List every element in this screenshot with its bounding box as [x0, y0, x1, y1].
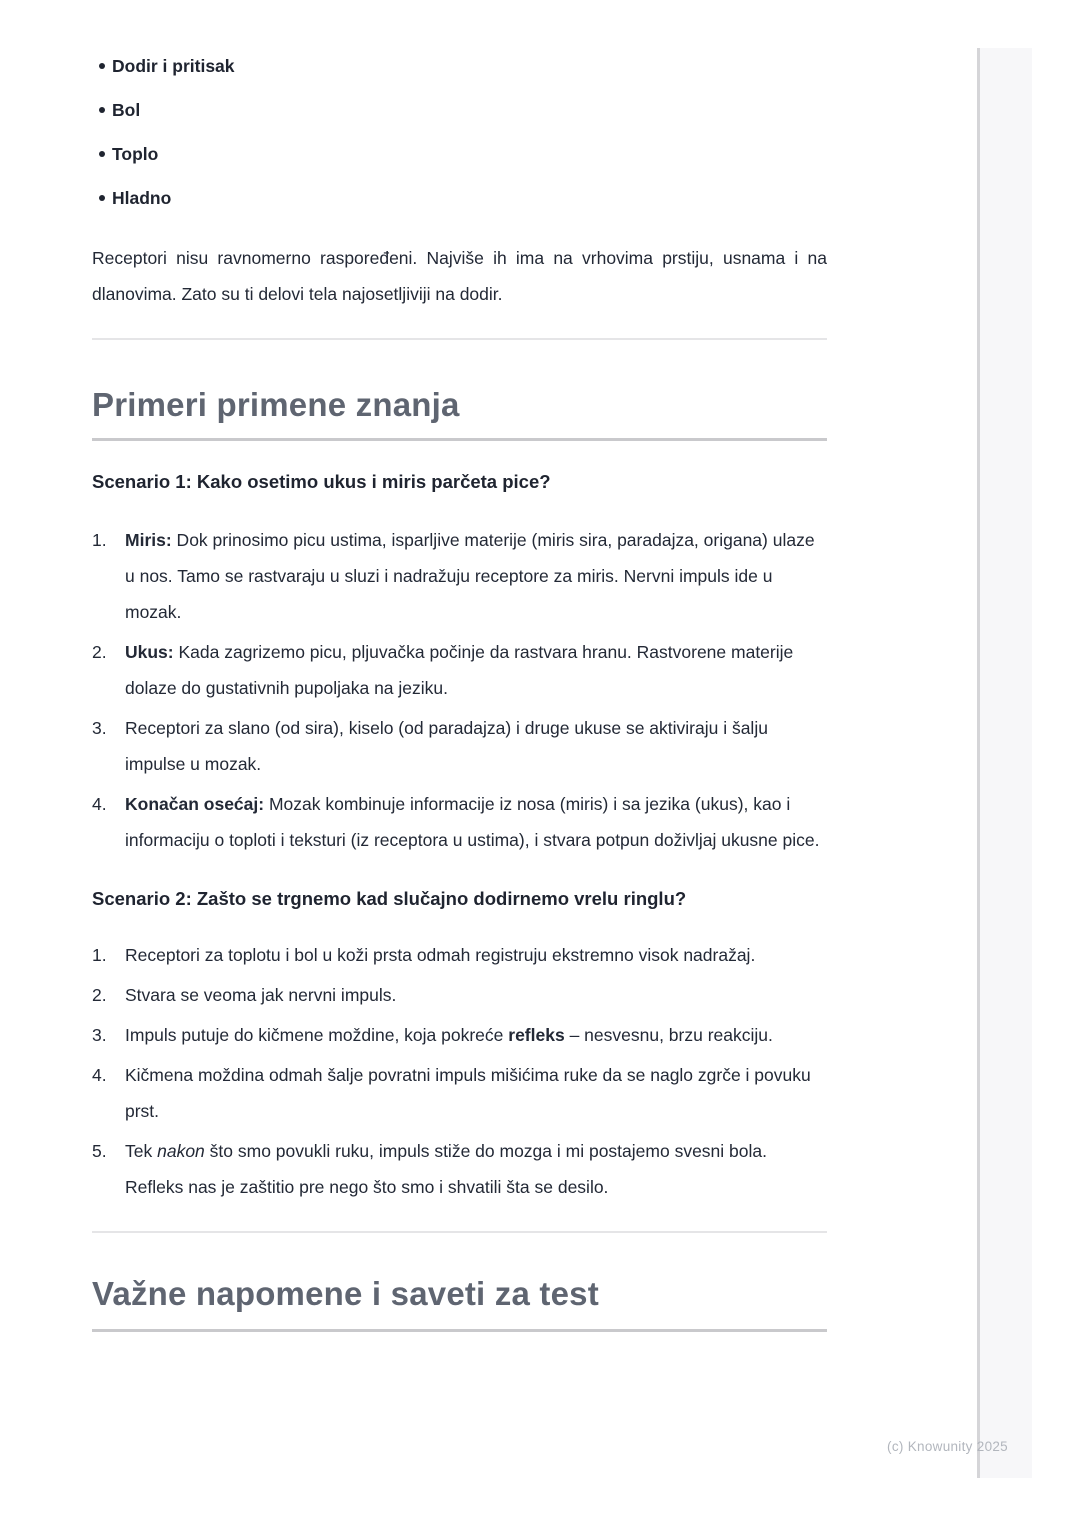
- document-page: [92, 0, 827, 1332]
- text-segment: Miris:: [125, 530, 172, 550]
- text-segment: Kičmena moždina odmah šalje povratni impuls mišićima ruke da se naglo zgrče i povuku prst.: [125, 1065, 811, 1121]
- text-segment: refleks: [508, 1025, 565, 1045]
- list-item: [92, 710, 827, 782]
- copyright-watermark: (c) Knowunity 2025: [887, 1439, 1008, 1454]
- text-segment: Dodir i pritisak: [112, 56, 235, 76]
- text-segment: nakon: [157, 1141, 205, 1161]
- list-item: [92, 140, 827, 168]
- list-item: [92, 522, 827, 630]
- text-segment: Tek: [125, 1141, 158, 1161]
- text-segment: Impuls putuje do kičmene moždine, koja pokreće: [125, 1025, 509, 1045]
- text-segment: Kada zagrizemo picu, pljuvačka počinje da rastvara hranu. Rastvorene materije dolaze do gustativnih pupoljaka na jeziku.: [125, 642, 794, 698]
- list-item: [92, 1017, 827, 1053]
- text-segment: Receptori za toplotu i bol u koži prsta odmah registruju ekstremno visok nadražaj.: [125, 945, 756, 965]
- scenario-1-heading: Scenario 1: Kako osetimo ukus i miris parčeta pice?: [92, 471, 551, 492]
- text-segment: Mozak kombinuje informacije iz nosa (miris) i sa jezika (ukus), kao i informaciju o toploti i teksturi (iz receptora u ustima), i stvara potpun doživljaj ukusne pice.: [125, 794, 820, 850]
- list-item: [92, 52, 827, 80]
- list-item: [92, 634, 827, 706]
- text-segment: Dok prinosimo picu ustima, isparljive materije (miris sira, paradajza, origana) ulaze u nos. Tamo se rastvaraju u sluzi i nadražuju receptore za miris. Nervni impuls ide u mozak.: [125, 530, 815, 622]
- text-segment: Receptori za slano (od sira), kiselo (od paradajza) i druge ukuse se aktiviraju i šalju impulse u mozak.: [125, 718, 768, 774]
- scenario-2-steps-list: [92, 937, 827, 1205]
- list-item: [92, 977, 827, 1013]
- text-segment: – nesvesnu, brzu reakciju.: [564, 1025, 773, 1045]
- list-item: [92, 96, 827, 124]
- scenario-1-steps-list: [92, 522, 827, 858]
- text-segment: Ukus:: [125, 642, 174, 662]
- scenario-2-heading: Scenario 2: Zašto se trgnemo kad slučajno dodirnemo vrelu ringlu?: [92, 888, 687, 909]
- list-item: [92, 1057, 827, 1129]
- page-edge-strip: [977, 48, 1032, 1478]
- section-title-notes: Važne napomene i saveti za test: [92, 1273, 827, 1332]
- text-segment: Toplo: [112, 144, 159, 164]
- text-segment: što smo povukli ruku, impuls stiže do mozga i mi postajemo svesni bola. Refleks nas je zaštitio pre nego što smo i shvatili šta se desilo.: [125, 1141, 767, 1197]
- list-item: [92, 1133, 827, 1205]
- section-divider: [92, 338, 827, 340]
- text-segment: Hladno: [112, 188, 172, 208]
- text-segment: Konačan osećaj:: [125, 794, 265, 814]
- receptor-types-list: [92, 52, 827, 212]
- section-title-examples: Primeri primene znanja: [92, 384, 827, 441]
- list-item: [92, 184, 827, 212]
- section-divider: [92, 1231, 827, 1233]
- receptor-distribution-paragraph: Receptori nisu ravnomerno raspoređeni. Najviše ih ima na vrhovima prstiju, usnama i na dlanovima. Zato su ti delovi tela najosetljiviji na dodir.: [92, 248, 827, 304]
- text-segment: Stvara se veoma jak nervni impuls.: [125, 985, 397, 1005]
- text-segment: Bol: [112, 100, 141, 120]
- list-item: [92, 937, 827, 973]
- list-item: [92, 786, 827, 858]
